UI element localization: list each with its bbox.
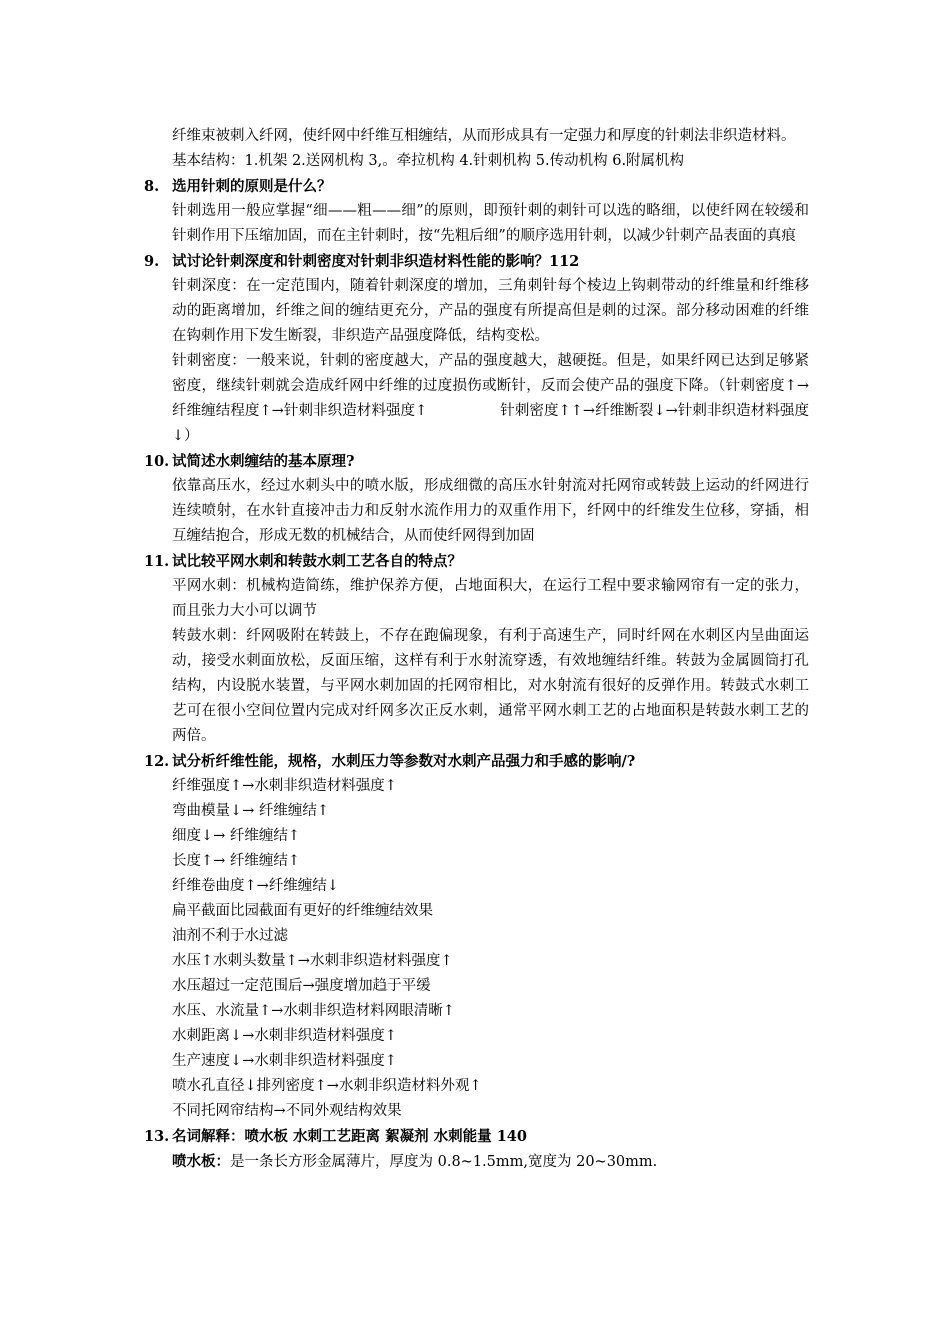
question-title: 试讨论针刺深度和针刺密度对针刺非织造材料性能的影响？112 bbox=[172, 253, 580, 270]
definition-term: 喷水板： bbox=[172, 1153, 230, 1170]
question-9-heading bbox=[144, 249, 809, 274]
definition-line bbox=[172, 1149, 809, 1175]
question-number: 8. bbox=[144, 178, 160, 195]
question-12-heading bbox=[144, 749, 809, 774]
question-number: 13. bbox=[144, 1128, 170, 1145]
list-item: 纤维强度↑→水刺非织造材料强度↑ bbox=[172, 778, 397, 794]
list-item: 不同托网帘结构→不同外观结构效果 bbox=[172, 1103, 402, 1119]
definition-text: 是一条长方形金属薄片，厚度为 0.8~1.5mm,宽度为 20~30mm. bbox=[230, 1154, 658, 1170]
list-item: 长度↑→ 纤维缠结↑ bbox=[172, 853, 301, 869]
question-title: 名词解释：喷水板 水刺工艺距离 絮凝剂 水刺能量 140 bbox=[172, 1128, 527, 1145]
question-10-answer: 依靠高压水，经过水刺头中的喷水版，形成细微的高压水针射流对托网帘或转鼓上运动的纤网进行连续喷射，在水针直接冲击力和反射水流作用力的双重作用下，纤网中的纤维发生位移，穿插，相互缠结抱合，形成无数的机械结合，从而使纤网得到加固 bbox=[172, 478, 809, 544]
list-item: 细度↓→ 纤维缠结↑ bbox=[172, 828, 301, 844]
intro-paragraph: 纤维束被刺入纤网，使纤网中纤维互相缠结，从而形成具有一定强力和厚度的针刺法非织造材料。 bbox=[172, 128, 796, 144]
question-9-answer-depth: 针刺深度：在一定范围内，随着针刺深度的增加，三角刺针每个棱边上钩刺带动的纤维量和纤维移动的距离增加，纤维之间的缠结更充分，产品的强度有所提高但是刺的过深。部分移动困难的纤维在钩刺作用下发生断裂，非织造产品强度降低，结构变松。 bbox=[172, 278, 809, 344]
list-item: 扁平截面比园截面有更好的纤维缠结效果 bbox=[172, 903, 433, 919]
basic-structure-line: 基本结构：1.机架 2.送网机构 3,。牵拉机构 4.针刺机构 5.传动机构 6.附属机构 bbox=[172, 153, 685, 169]
list-item: 喷水孔直径↓排列密度↑→水刺非织造材料外观↑ bbox=[172, 1078, 482, 1094]
list-item: 水压、水流量↑→水刺非织造材料网眼清晰↑ bbox=[172, 1003, 455, 1019]
question-13-heading bbox=[144, 1124, 809, 1149]
question-10-heading bbox=[144, 449, 809, 474]
question-title: 试分析纤维性能，规格，水刺压力等参数对水刺产品强力和手感的影响/? bbox=[172, 753, 636, 770]
question-11-answer-flat: 平网水刺：机械构造简练，维护保养方便，占地面积大，在运行工程中要求输网帘有一定的张力，而且张力大小可以调节 bbox=[172, 578, 809, 619]
question-title: 选用针刺的原则是什么？ bbox=[172, 178, 332, 195]
list-item: 油剂不利于水过滤 bbox=[172, 928, 288, 944]
question-number: 10. bbox=[144, 453, 170, 470]
list-item: 水压超过一定范围后→强度增加趋于平缓 bbox=[172, 978, 431, 994]
question-8-heading bbox=[144, 174, 809, 199]
list-item: 水压↑水刺头数量↑→水刺非织造材料强度↑ bbox=[172, 953, 453, 969]
document-body bbox=[144, 124, 809, 1175]
question-number: 12. bbox=[144, 753, 170, 770]
list-item: 生产速度↓→水刺非织造材料强度↑ bbox=[172, 1053, 397, 1069]
question-title: 试比较平网水刺和转鼓水刺工艺各自的特点？ bbox=[172, 553, 462, 570]
question-title: 试简述水刺缠结的基本原理? bbox=[172, 453, 355, 470]
question-11-heading bbox=[144, 549, 809, 574]
question-11-answer-drum: 转鼓水刺：纤网吸附在转鼓上，不存在跑偏现象，有利于高速生产，同时纤网在水刺区内呈曲面运动，接受水刺面放松，反面压缩，这样有利于水射流穿透，有效地缠结纤维。转鼓为金属圆筒打孔结构，内设脱水装置，与平网水刺加固的托网帘相比，对水射流有很好的反弹作用。转鼓式水刺工艺可在很小空间位置内完成对纤网多次正反水刺，通常平网水刺工艺的占地面积是转鼓水刺工艺的两倍。 bbox=[172, 628, 809, 744]
list-item: 纤维卷曲度↑→纤维缠结↓ bbox=[172, 878, 339, 894]
question-number: 9. bbox=[144, 253, 160, 270]
question-9-answer-density: 针刺密度：一般来说，针刺的密度越大，产品的强度越大，越硬挺。但是，如果纤网已达到足够紧密度，继续针刺就会造成纤网中纤维的过度损伤或断针，反而会使产品的强度下降。（针刺密度↑→纤维缠结程度↑→针刺非织造材料强度↑ 针刺密度↑↑→纤维断裂↓→针刺非织造材料强度↓） bbox=[172, 353, 809, 444]
list-item: 弯曲模量↓→ 纤维缠结↑ bbox=[172, 803, 330, 819]
list-item: 水刺距离↓→水刺非织造材料强度↑ bbox=[172, 1028, 397, 1044]
question-8-answer: 针刺选用一般应掌握“细——粗——细”的原则，即预针刺的刺针可以选的略细，以使纤网在较缓和针刺作用下压缩加固，而在主针刺时，按“先粗后细”的顺序选用针刺，以减少针刺产品表面的真痕 bbox=[172, 203, 809, 244]
question-number: 11. bbox=[144, 553, 170, 570]
